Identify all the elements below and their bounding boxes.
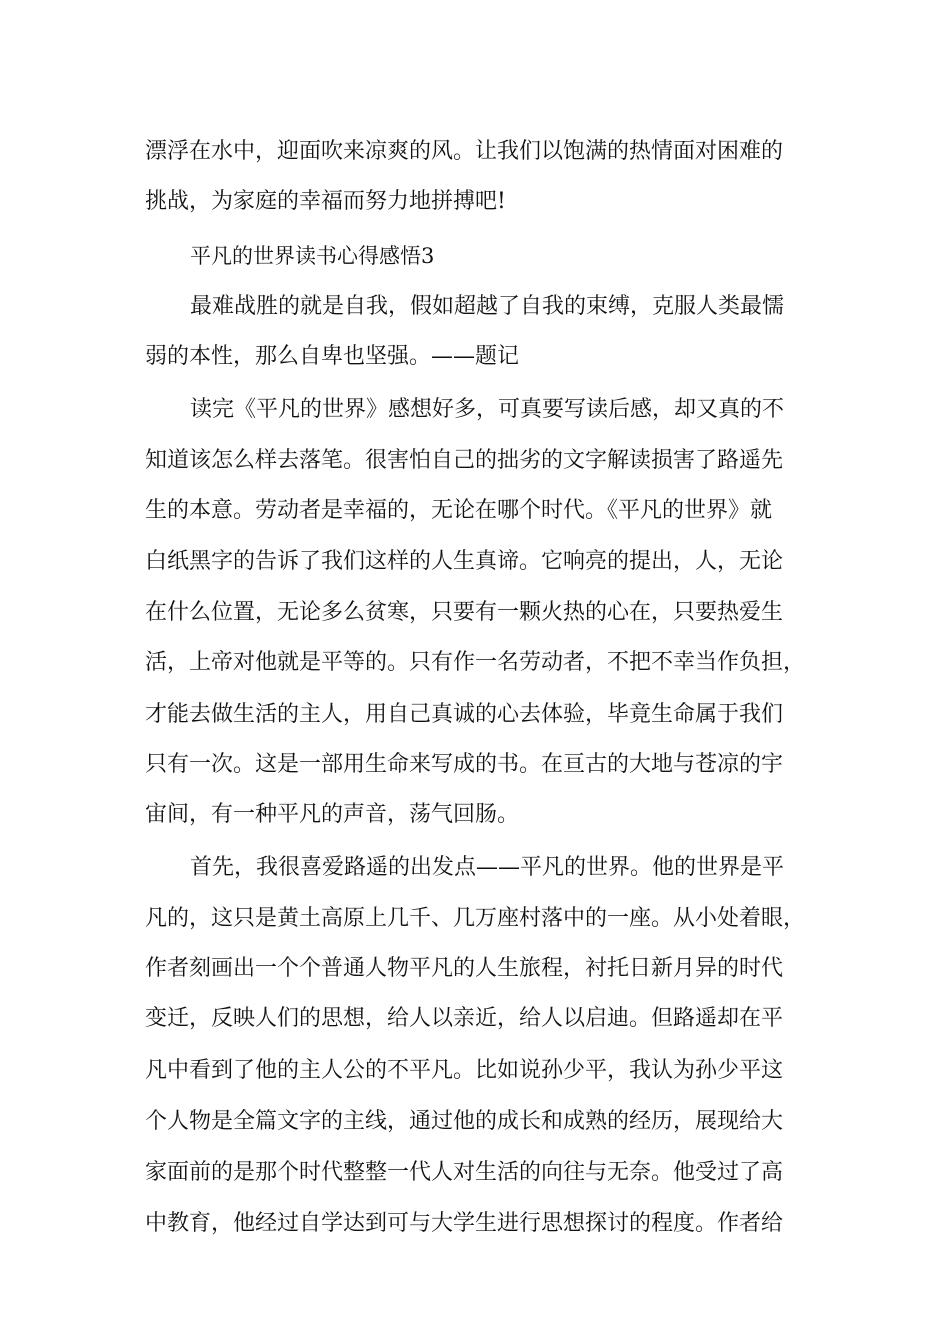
text-line-content: 凡中看到了他的主人公的不平凡。比如说孙少平，我认为孙少平这 [145, 1058, 784, 1083]
text-line [0, 443, 950, 479]
text-line [0, 1206, 950, 1242]
text-line-content: 弱的本性，那么自卑也坚强。——题记 [145, 344, 520, 369]
text-line-content: 个人物是全篇文字的主线，通过他的成长和成熟的经历，展现给大 [145, 1109, 784, 1134]
text-line [0, 595, 950, 631]
text-line-content: 在什么位置，无论多么贫寒，只要有一颗火热的心在，只要热爱生 [145, 600, 784, 625]
text-line-content: 读完《平凡的世界》感想好多，可真要写读后感，却又真的不 [190, 397, 785, 422]
text-line [0, 951, 950, 987]
text-line [0, 1053, 950, 1089]
text-line-content: 首先，我很喜爱路遥的出发点——平凡的世界。他的世界是平 [190, 855, 785, 880]
text-line [0, 850, 950, 886]
text-line [0, 339, 950, 375]
text-line [0, 184, 950, 220]
text-line-content: 只有一次。这是一部用生命来写成的书。在亘古的大地与苍凉的宇 [145, 752, 784, 777]
text-line-content: 作者刻画出一个个普通人物平凡的人生旅程，衬托日新月异的时代 [145, 956, 784, 981]
text-line [0, 544, 950, 580]
text-line [0, 289, 950, 325]
text-line [0, 697, 950, 733]
text-line-content: 知道该怎么样去落笔。很害怕自己的拙劣的文字解读损害了路遥先 [145, 448, 784, 473]
text-line [0, 134, 950, 170]
text-line-content: 家面前的是那个时代整整一代人对生活的向往与无奈。他受过了高 [145, 1160, 784, 1185]
text-line-content: 挑战，为家庭的幸福而努力地拼搏吧! [145, 189, 506, 214]
text-line [0, 747, 950, 783]
text-line [0, 392, 950, 428]
text-line-content: 才能去做生活的主人，用自己真诚的心去体验，毕竟生命属于我们 [145, 702, 784, 727]
text-line-content: 变迁，反映人们的思想，给人以亲近，给人以启迪。但路遥却在平 [145, 1006, 784, 1031]
text-line-content: 活，上帝对他就是平等的。只有作一名劳动者，不把不幸当作负担， [145, 650, 806, 675]
text-line [0, 1001, 950, 1037]
text-line-content: 漂浮在水中，迎面吹来凉爽的风。让我们以饱满的热情面对困难的 [145, 139, 784, 164]
text-line-content: 生的本意。劳动者是幸福的，无论在哪个时代。《平凡的世界》就 [145, 498, 773, 523]
text-line-content: 宙间，有一种平凡的声音，荡气回肠。 [145, 802, 520, 827]
text-line-content: 中教育，他经过自学达到可与大学生进行思想探讨的程度。作者给 [145, 1211, 784, 1236]
text-line [0, 645, 950, 681]
text-line [0, 797, 950, 833]
section-heading [0, 238, 950, 274]
section-heading-text: 平凡的世界读书心得感悟3 [190, 244, 435, 268]
text-line [0, 1155, 950, 1191]
text-line-content: 凡的，这只是黄土高原上几千、几万座村落中的一座。从小处着眼， [145, 906, 806, 931]
text-line [0, 901, 950, 937]
text-line [0, 493, 950, 529]
text-line [0, 1104, 950, 1140]
text-line-content: 最难战胜的就是自我，假如超越了自我的束缚，克服人类最懦 [190, 294, 785, 319]
text-line-content: 白纸黑字的告诉了我们这样的人生真谛。它响亮的提出，人，无论 [145, 549, 784, 574]
